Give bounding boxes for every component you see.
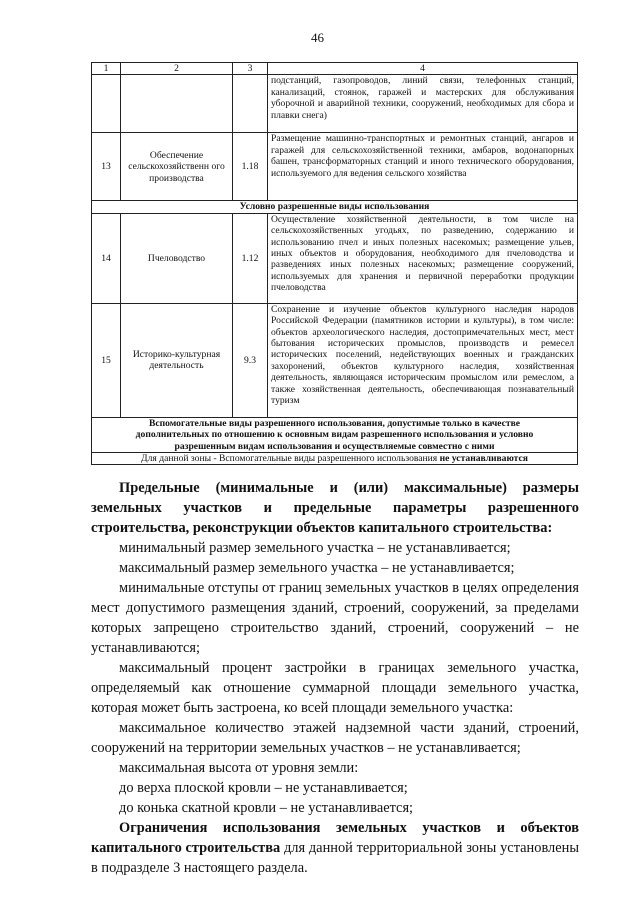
note-bold: не устанавливаются: [439, 453, 528, 465]
section-heading-row: [92, 417, 578, 452]
use-description: Размещение машинно-транспортных и ремонтных станций, ангаров и гаражей для сельскохозяйственной техники, амбаров, водонапорных башен, трансформаторных станций и иного технического оборудования, используемого для ведения сельского хозяйства: [268, 133, 578, 201]
paragraph: максимальная высота от уровня земли:: [119, 760, 359, 776]
note-row: [92, 453, 578, 465]
header-cell: 1: [92, 63, 121, 75]
use-code: 9.3: [233, 303, 268, 417]
header-cell: 4: [268, 63, 578, 75]
table-row: [92, 133, 578, 201]
use-name: Пчеловодство: [121, 213, 233, 303]
paragraph: до конька скатной кровли – не устанавливается;: [119, 800, 414, 816]
table-row: [92, 75, 578, 133]
row-number: 15: [92, 303, 121, 417]
row-number: 14: [92, 213, 121, 303]
continuation-text: подстанций, газопроводов, линий связи, телефонных станций, канализаций, стоянок, гаражей и мастерских для обслуживания уборочной и аварийной техники, сооружений, необходимых для сбора и плавки снега): [268, 75, 578, 133]
restrictions-bold: Ограничения использования земельных участков и объектов капитального строительства: [91, 820, 579, 856]
paragraph: максимальное количество этажей надземной части зданий, строений, сооружений на территории земельных участков – не устанавливается;: [91, 720, 579, 756]
use-code: 1.18: [233, 133, 268, 201]
table-row: [92, 303, 578, 417]
restrictions-rest: для данной территориальной зоны установлены в подразделе 3 настоящего раздела.: [91, 840, 579, 876]
table-header-row: [92, 63, 578, 75]
body-text: [91, 478, 579, 878]
row-number: 13: [92, 133, 121, 201]
note-cell: [92, 453, 578, 465]
land-use-table: [91, 62, 578, 465]
section-heading-row: [92, 201, 578, 213]
note-prefix: Для данной зоны - Вспомогательные виды разрешенного использования: [141, 453, 440, 465]
use-code: 1.12: [233, 213, 268, 303]
header-cell: 2: [121, 63, 233, 75]
page-number: 46: [311, 30, 324, 45]
use-description: Сохранение и изучение объектов культурного наследия народов Российской Федерации (памятников истории и культуры), в том числе: объектов археологического наследия, достопримечательных мест, мест бытования исторических промыслов, производств и ремесел исторических поселений, недействующих военных и гражданских захоронений, объектов культурного наследия, хозяйственная деятельность, являющаяся историческим промыслом или ремеслом, а также хозяйственная деятельность, обеспечивающая познавательный туризм: [268, 303, 578, 417]
use-name: Историко-культурная деятельность: [121, 303, 233, 417]
table-row: [92, 213, 578, 303]
header-cell: 3: [233, 63, 268, 75]
paragraph: до верха плоской кровли – не устанавливается;: [119, 780, 408, 796]
paragraph: максимальный процент застройки в границах земельного участка, определяемый как отношение суммарной площади земельного участка, которая может быть застроена, ко всей площади земельного участка:: [91, 660, 579, 716]
paragraph: минимальные отступы от границ земельных участков в целях определения мест допустимого размещения зданий, строений, сооружений, за пределами которых запрещено строительство зданий, строений, сооружений – не устанавливаются;: [91, 580, 579, 656]
paragraph: минимальный размер земельного участка – не устанавливается;: [119, 540, 511, 556]
use-name: Обеспечение сельскохозяйственн ого производства: [121, 133, 233, 201]
use-description: Осуществление хозяйственной деятельности, в том числе на сельскохозяйственных угодьях, по разведению, содержанию и использованию пчел и иных полезных насекомых; размещение ульев, иных объектов и оборудования, необходимого для пчеловодства и разведениях иных полезных насекомых; размещение сооружений, используемых для хранения и первичной переработки продукции пчеловодства: [268, 213, 578, 303]
paragraph: максимальный размер земельного участка – не устанавливается;: [119, 560, 515, 576]
parameters-heading: Предельные (минимальные и (или) максимальные) размеры земельных участков и предельные параметры разрешенного строительства, реконструкции объектов капитального строительства:: [91, 480, 579, 536]
section-conditional: Условно разрешенные виды использования: [92, 201, 578, 213]
restrictions-paragraph: [91, 818, 579, 878]
section-auxiliary: Вспомогательные виды разрешенного использования, допустимые только в качестве дополнительных по отношению к основным видам разрешенного использования и условно разрешенным видам использования и осуществляемые совместно с ними: [92, 417, 578, 452]
